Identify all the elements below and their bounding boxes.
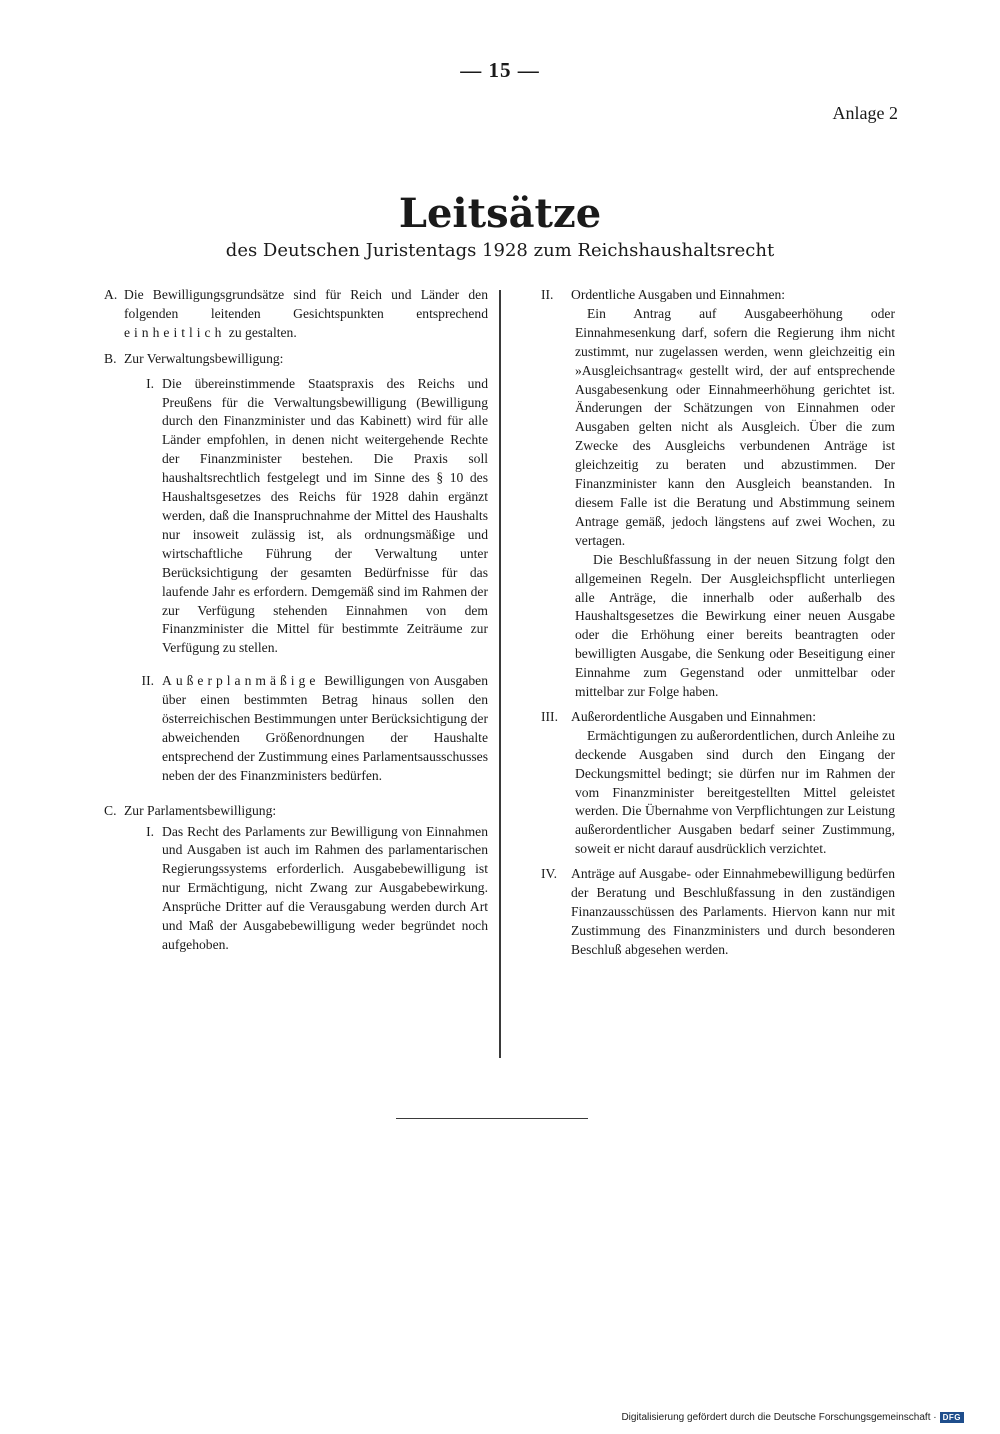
section-iv-text: Anträge auf Ausgabe- oder Einnahmebewilligung bedürfen der Beratung und Beschlußfassung in den zuständigen Finanzausschüssen des Parlaments. Hiervon kann nur mit Zustimmung des Finanzministers und durch besonderen Beschluß abgesehen werden. — [571, 866, 895, 957]
section-iv-mark: IV. — [541, 866, 557, 882]
section-b-i-text: Die übereinstimmende Staatspraxis des Reichs und Preußens für die Verwaltungsbewilligung (Bewilligung durch den Finanzminister und das Kabinett) wird für alle Länder empfohlen, in denen nicht weitergehende Rechte der Finanzminister bestehen. Die Praxis soll haushaltsrechtlich festgelegt und im Sinne des § 10 des Haushaltsgesetzes des Reichs für 1928 dahin ergänzt werden, daß die Inanspruchnahme der Mittel des Haushalts nur insoweit zulässig ist, als ordnungsmäßige und wirtschaftliche Führung der Verwaltung unter Berücksichtigung der gesamten Bedürfnisse für das laufende Jahr es erfordern. Demgemäß sind im Rahmen der zur Verfügung stehenden Einnahmen von dem Finanzminister die Mittel für bestimmte Zeiträume zur Verfügung zu stellen. — [162, 375, 488, 656]
section-a-text — [124, 286, 488, 343]
page-subtitle: des Deutschen Juristentags 1928 zum Reichshaushaltsrecht — [225, 240, 775, 261]
section-ii-para-1: Ein Antrag auf Ausgabeerhöhung oder Einnahmesenkung darf, sofern die Regierung ihm nicht zustimmt, nur zugelassen werden, wenn gleichzeitig ein »Ausgleichsantrag« gestellt wird, der auf entsprechende Ausgabesenkung oder Einnahmeerhöhung gerichtet ist. Änderungen der Schätzungen von Einnahmen oder Ausgaben gelten nicht als Ausgleich. Über die zum Zwecke des Ausgleichs verbundenen Anträge ist gleichzeitig zu beraten und abzustimmen. Der Finanzminister kann den Ausgleich beanstanden. In diesem Falle ist die Beratung und Abstimmung seinem Antrage gemäß, jedoch längstens auf zwei Wochen, zu vertagen. — [575, 305, 895, 548]
section-ii — [541, 286, 895, 305]
dfg-logo: DFG — [940, 1412, 964, 1423]
section-b-ii-text — [162, 672, 488, 785]
section-iii-mark: III. — [541, 708, 558, 724]
right-column — [541, 286, 895, 960]
section-b-ii-mark: II. — [141, 673, 154, 689]
section-b-heading: Zur Verwaltungsbewilligung: — [124, 350, 284, 366]
column-divider — [499, 290, 501, 1058]
digitization-note — [621, 1412, 964, 1423]
section-a-mark: A. — [104, 287, 118, 302]
annex-label: Anlage 2 — [832, 103, 898, 123]
section-c-body — [124, 802, 488, 955]
section-c-i-mark: I. — [146, 823, 154, 839]
left-column — [104, 286, 488, 955]
section-c-heading: Zur Parlamentsbewilligung: — [124, 802, 277, 818]
digitization-note-text: Digitalisierung gefördert durch die Deutsche Forschungsgemeinschaft · — [621, 1412, 937, 1423]
section-b-ii-body: Bewilligungen von Ausgaben über einen bestimmten Betrag hinaus sollen den österreichischen Bestimmungen unter Berücksichtigung der abweichenden Größenordnungen der Haushalte entsprechend der Zustimmung eines Parlamentsausschusses neben der des Finanzministers bedürfen. — [162, 673, 488, 783]
section-a-text-after: zu gestalten. — [225, 324, 297, 340]
section-b-i — [124, 375, 488, 659]
section-a — [104, 286, 488, 343]
section-b — [104, 350, 488, 786]
section-b-mark: B. — [104, 350, 117, 366]
closing-rule — [396, 1118, 588, 1119]
section-c-mark: C. — [104, 802, 117, 818]
page-title: Leitsätze — [398, 190, 602, 237]
section-a-emphasis: einheitlich — [124, 324, 226, 340]
section-b-i-mark: I. — [146, 375, 154, 391]
section-iii-heading: Außerordentliche Ausgaben und Einnahmen: — [571, 708, 816, 724]
section-c — [104, 802, 488, 955]
section-iii-para-1: Ermächtigungen zu außerordentlichen, durch Anleihe zu deckende Ausgaben sind durch den Eingang der Deckungsmittel bedingt; sie dürfen nur im Rahmen der vom Finanzminister bereitgestellten Mittel geleistet werden. Die Übernahme von Verpflichtungen zur Leistung außerordentlicher Ausgaben bedarf seiner Zustimmung, soweit er nicht darauf ausdrücklich verzichtet. — [575, 727, 895, 857]
page-number: — 15 — — [460, 58, 540, 82]
section-c-i — [124, 823, 488, 955]
section-b-body — [124, 350, 488, 786]
section-a-text-before: Die Bewilligungsgrundsätze sind für Reich und Länder den folgenden leitenden Gesichtspunkten entsprechend — [124, 287, 488, 321]
section-b-ii-emphasis: Außerplanmäßige — [162, 673, 320, 689]
section-iii — [541, 708, 895, 727]
section-b-ii — [124, 672, 488, 785]
section-ii-para-2: Die Beschlußfassung in der neuen Sitzung folgt den allgemeinen Regeln. Der Ausgleichspflicht unterliegen alle Anträge, die innerhalb oder außerhalb des Haushaltsgesetzes die Bewirkung einer neuen Ausgabe oder die Erhöhung einer bereits beantragten oder bewilligten Ausgabe, die Senkung oder Beseitigung einer Einnahme zum Gegenstand oder unmittelbar oder mittelbar zur Folge haben. — [575, 551, 895, 700]
section-c-i-text: Das Recht des Parlaments zur Bewilligung von Einnahmen und Ausgaben ist auch im Rahmen des parlamentarischen Regierungssystems erforderlich. Ausgabebewilligung ist nur Ermächtigung, nicht Zwang zur Ausgabebewirkung. Ansprüche Dritter auf die Verausgabung werden durch Art und Maß der Ausgabebewilligung weder begründet noch aufgehoben. — [162, 823, 488, 952]
section-iv — [541, 865, 895, 960]
section-ii-heading: Ordentliche Ausgaben und Einnahmen: — [571, 287, 786, 302]
section-ii-mark: II. — [541, 287, 554, 302]
